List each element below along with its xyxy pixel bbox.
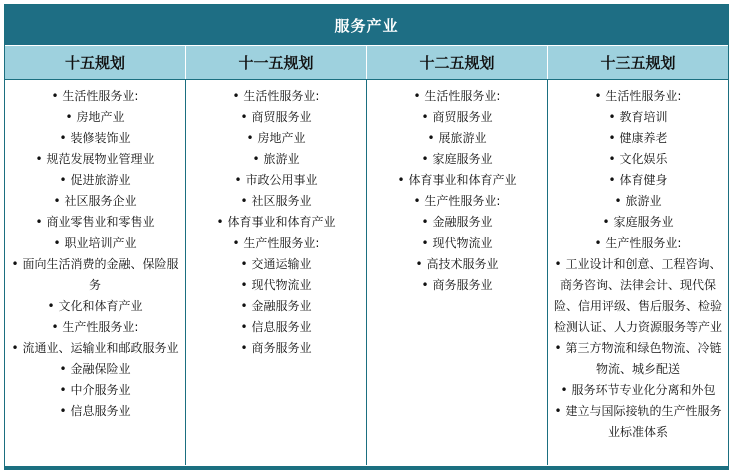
list-item: • 房地产业 — [5, 107, 185, 128]
list-item: • 商贸服务业 — [186, 107, 366, 128]
list-item: • 生产性服务业: — [548, 233, 728, 254]
list-item: • 体育事业和体育产业 — [367, 170, 547, 191]
list-item: • 商业零售业和零售业 — [5, 212, 185, 233]
list-item: • 生活性服务业: — [367, 86, 547, 107]
list-item: • 房地产业 — [186, 128, 366, 149]
list-item: • 金融服务业 — [186, 296, 366, 317]
table-title: 服务产业 — [5, 5, 728, 45]
list-item: • 信息服务业 — [186, 317, 366, 338]
list-item: • 第三方物流和绿色物流、冷链物流、城乡配送 — [548, 338, 728, 380]
list-item: • 市政公用事业 — [186, 170, 366, 191]
list-item: • 生活性服务业: — [186, 86, 366, 107]
bottom-rule — [5, 466, 728, 469]
list-item: • 文化和体育产业 — [5, 296, 185, 317]
list-item: • 建立与国际接轨的生产性服务业标准体系 — [548, 401, 728, 443]
list-item: • 信息服务业 — [5, 401, 185, 422]
list-item: • 健康养老 — [548, 128, 728, 149]
list-item: • 装修装饰业 — [5, 128, 185, 149]
list-item: • 商务服务业 — [186, 338, 366, 359]
list-item: • 生产性服务业: — [367, 191, 547, 212]
list-item: • 旅游业 — [548, 191, 728, 212]
column-15th-plan — [5, 80, 186, 465]
list-item: • 中介服务业 — [5, 380, 185, 401]
list-item: • 服务环节专业化分离和外包 — [548, 380, 728, 401]
header-11th-plan: 十一五规划 — [186, 46, 367, 79]
list-item: • 促进旅游业 — [5, 170, 185, 191]
list-item: • 文化娱乐 — [548, 149, 728, 170]
list-item: • 高技术服务业 — [367, 254, 547, 275]
list-item: • 工业设计和创意、工程咨询、商务咨询、法律会计、现代保险、信用评级、售后服务、检验检测认证、人力资源服务等产业 — [548, 254, 728, 338]
list-item: • 体育健身 — [548, 170, 728, 191]
service-industry-table — [4, 4, 729, 470]
list-item: • 金融保险业 — [5, 359, 185, 380]
list-item: • 旅游业 — [186, 149, 366, 170]
list-item: • 商贸服务业 — [367, 107, 547, 128]
list-item: • 生活性服务业: — [5, 86, 185, 107]
list-item: • 交通运输业 — [186, 254, 366, 275]
list-item: • 金融服务业 — [367, 212, 547, 233]
table-body — [5, 79, 728, 465]
header-13th-plan: 十三五规划 — [600, 54, 676, 72]
list-item: • 现代物流业 — [186, 275, 366, 296]
list-item: • 流通业、运输业和邮政服务业 — [5, 338, 185, 359]
list-item: • 生产性服务业: — [5, 317, 185, 338]
list-item: • 家庭服务业 — [367, 149, 547, 170]
list-item: • 体育事业和体育产业 — [186, 212, 366, 233]
header-15th-plan: 十五规划 — [5, 46, 186, 79]
list-item: • 生活性服务业: — [548, 86, 728, 107]
list-item: • 规范发展物业管理业 — [5, 149, 185, 170]
column-12th-plan — [367, 80, 548, 465]
list-item: • 家庭服务业 — [548, 212, 728, 233]
list-item: • 社区服务企业 — [5, 191, 185, 212]
list-item: • 生产性服务业: — [186, 233, 366, 254]
header-12th-plan: 十二五规划 — [367, 46, 548, 79]
column-13th-plan — [548, 80, 728, 465]
list-item: • 商务服务业 — [367, 275, 547, 296]
header-row — [5, 45, 728, 79]
list-item: • 现代物流业 — [367, 233, 547, 254]
list-item: • 教育培训 — [548, 107, 728, 128]
list-item: • 社区服务业 — [186, 191, 366, 212]
list-item: • 展旅游业 — [367, 128, 547, 149]
list-item: • 面向生活消费的金融、保险服务 — [5, 254, 185, 296]
list-item: • 职业培训产业 — [5, 233, 185, 254]
column-11th-plan — [186, 80, 367, 465]
